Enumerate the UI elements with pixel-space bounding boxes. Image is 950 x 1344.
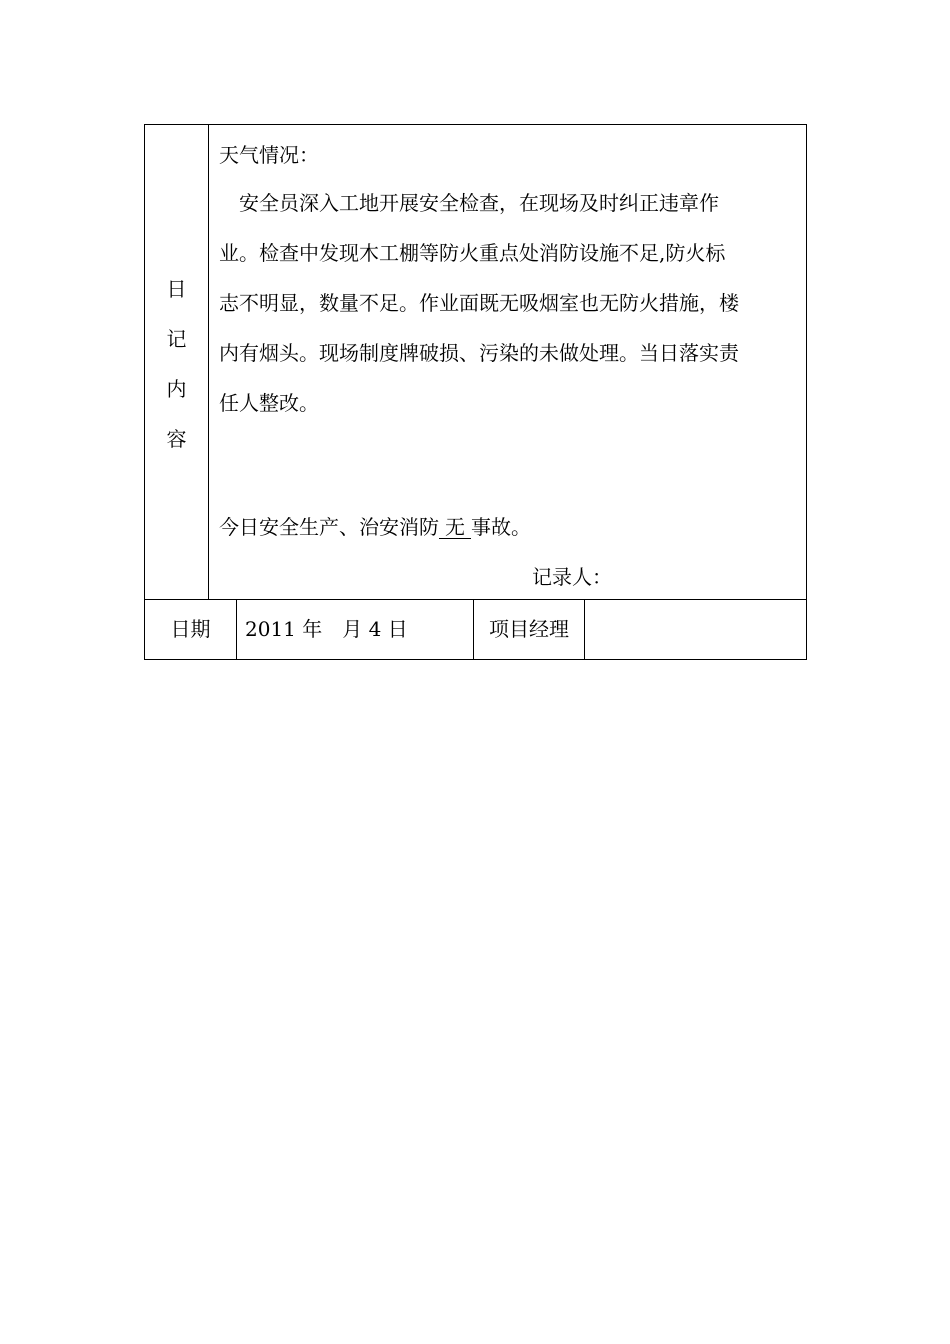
safety-log-table	[144, 124, 807, 660]
diary-text-line: 安全员深入工地开展安全检查，在现场及时纠正违章作	[219, 191, 719, 215]
recorder-label: 记录人：	[532, 565, 612, 589]
accident-count-blank: 无	[439, 516, 471, 539]
diary-content-cell	[209, 125, 806, 599]
date-value: 2011 年 月 4 日	[237, 600, 474, 659]
summary-prefix: 今日安全生产、治安消防	[219, 515, 439, 539]
diary-content-label-cell	[145, 125, 209, 599]
project-manager-value	[585, 600, 806, 659]
label-char: 容	[166, 427, 187, 451]
date-row	[145, 600, 806, 659]
diary-text-line: 志不明显，数量不足。作业面既无吸烟室也无防火措施，楼	[219, 291, 739, 315]
diary-text-line: 任人整改。	[219, 391, 319, 415]
label-char: 日	[166, 277, 187, 301]
diary-text-line: 内有烟头。现场制度牌破损、污染的未做处理。当日落实责	[219, 341, 739, 365]
weather-label: 天气情况：	[219, 143, 319, 167]
label-char: 记	[166, 327, 187, 351]
summary-suffix: 事故。	[471, 515, 531, 539]
project-manager-label: 项目经理	[474, 600, 585, 659]
date-label: 日期	[145, 600, 237, 659]
accident-summary	[219, 515, 531, 539]
diary-text-line: 业。检查中发现木工棚等防火重点处消防设施不足,防火标	[219, 241, 726, 265]
diary-content-row	[145, 125, 806, 600]
label-char: 内	[166, 377, 187, 401]
